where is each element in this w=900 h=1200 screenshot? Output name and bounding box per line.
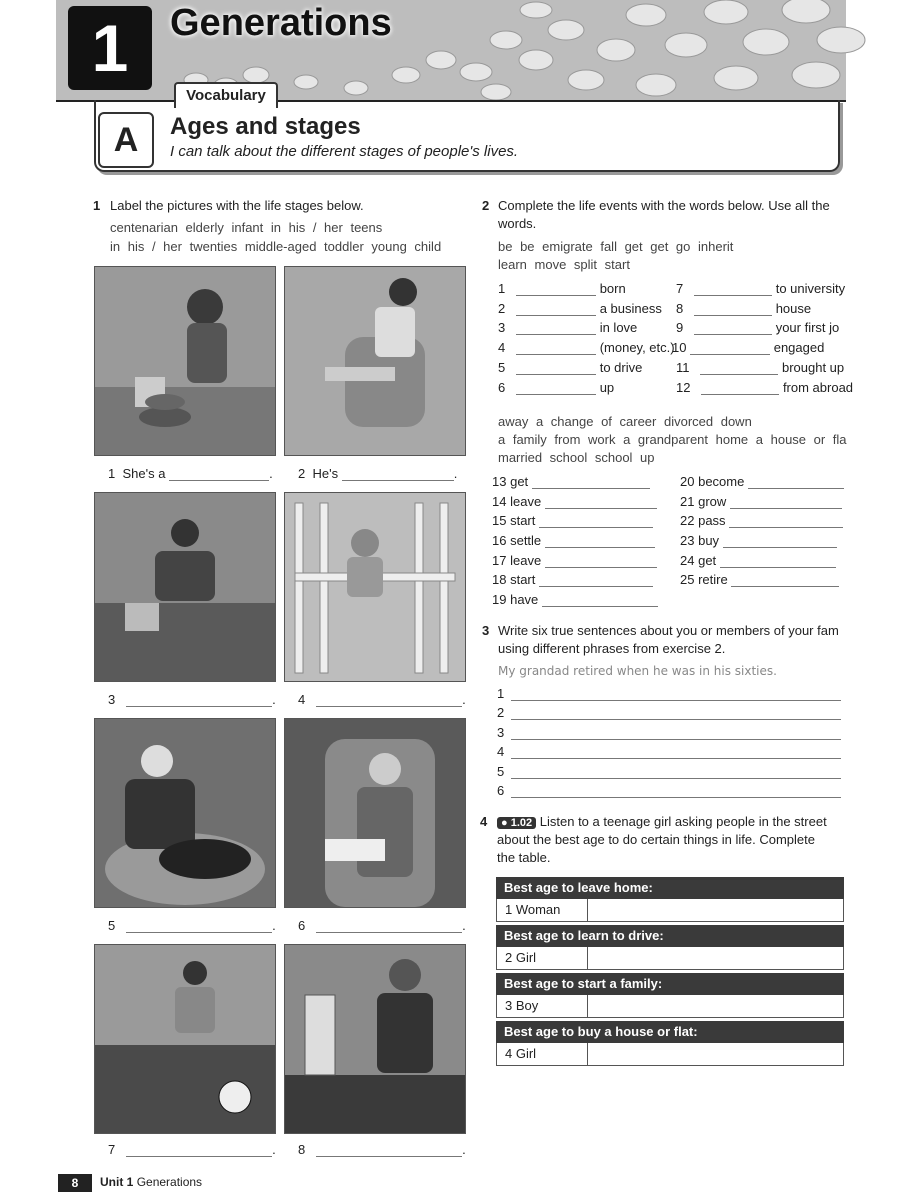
ex2-item-18[interactable]: 18 start bbox=[492, 572, 653, 587]
caption-1: 1 She's a . bbox=[108, 466, 273, 481]
caption-8: 8 . bbox=[298, 1142, 466, 1157]
ex2-item-25[interactable]: 25 retire bbox=[680, 572, 844, 587]
exercise-2-word-bank-b-line2: a family from work a grandparent home a house or fla bbox=[498, 432, 847, 447]
ex2-item-11[interactable]: 11 brought up bbox=[676, 360, 845, 375]
ex2-item-6[interactable]: 6 up bbox=[498, 380, 615, 395]
caption-5: 5 . bbox=[108, 918, 276, 933]
table-header-row: Best age to start a family: bbox=[496, 973, 844, 995]
caption-2: 2 He's . bbox=[298, 466, 458, 481]
ex2-item-2[interactable]: 2 a business bbox=[498, 301, 662, 316]
ex2-item-12[interactable]: 12 from abroad bbox=[676, 380, 854, 395]
picture-1-young-child bbox=[94, 266, 276, 456]
picture-8-young-man bbox=[284, 944, 466, 1134]
picture-3-middle-aged-woman bbox=[94, 492, 276, 682]
ex2-item-22[interactable]: 22 pass bbox=[680, 513, 844, 528]
exercise-4-instruction-line3: the table. bbox=[497, 850, 551, 865]
ex2-item-4[interactable]: 4 (money, etc.) bbox=[498, 340, 675, 355]
ex2-item-7[interactable]: 7 to university bbox=[676, 281, 846, 296]
ex2-item-21[interactable]: 21 grow bbox=[680, 494, 844, 509]
lesson-letter: A bbox=[98, 112, 154, 168]
ex3-line-1[interactable]: 1 bbox=[497, 686, 841, 701]
ex2-item-1[interactable]: 1 born bbox=[498, 281, 626, 296]
table-header-row: Best age to buy a house or flat: bbox=[496, 1021, 844, 1043]
exercise-2-instruction-line1: Complete the life events with the words below. Use all the bbox=[498, 198, 830, 213]
footer-unit-label: Unit 1 Generations bbox=[100, 1175, 203, 1189]
ex2-item-5[interactable]: 5 to drive bbox=[498, 360, 643, 375]
caption-7: 7 . bbox=[108, 1142, 276, 1157]
unit-title: Generations bbox=[170, 2, 392, 44]
audio-track-badge[interactable]: ● 1.02 bbox=[497, 817, 536, 829]
picture-6-elderly-woman bbox=[284, 718, 466, 908]
page-number: 8 bbox=[58, 1174, 92, 1192]
exercise-1-instruction: Label the pictures with the life stages below. bbox=[110, 198, 364, 213]
lesson-title: Ages and stages bbox=[170, 113, 361, 140]
exercise-1-number: 1 bbox=[93, 198, 101, 213]
exercise-3-instruction-line1: Write six true sentences about you or members of your fam bbox=[498, 623, 839, 638]
picture-5-centenarian bbox=[94, 718, 276, 908]
ex3-line-3[interactable]: 3 bbox=[497, 725, 841, 740]
picture-2-teenager bbox=[284, 266, 466, 456]
ex2-item-15[interactable]: 15 start bbox=[492, 513, 653, 528]
table-row[interactable]: 3 Boy bbox=[496, 995, 844, 1018]
exercise-2-word-bank-a-line2: learn move split start bbox=[498, 257, 630, 272]
table-header-row: Best age to leave home: bbox=[496, 877, 844, 899]
caption-3: 3 . bbox=[108, 692, 276, 707]
ex2-item-9[interactable]: 9 your first jo bbox=[676, 320, 840, 335]
exercise-3-example: My grandad retired when he was in his sixties. bbox=[498, 664, 777, 678]
exercise-4-instruction-line2: about the best age to do certain things in life. Complete bbox=[497, 832, 815, 847]
exercise-3-instruction-line2: using different phrases from exercise 2. bbox=[498, 641, 726, 656]
ex2-item-10[interactable]: 10 engaged bbox=[672, 340, 825, 355]
table-header-row: Best age to learn to drive: bbox=[496, 925, 844, 947]
caption-4: 4 . bbox=[298, 692, 466, 707]
ex2-item-20[interactable]: 20 become bbox=[680, 474, 844, 489]
ex3-line-6[interactable]: 6 bbox=[497, 783, 841, 798]
table-row[interactable]: 2 Girl bbox=[496, 947, 844, 970]
exercise-4-instruction-line1: ● 1.02 Listen to a teenage girl asking people in the street bbox=[497, 814, 827, 829]
ex2-item-24[interactable]: 24 get bbox=[680, 553, 844, 568]
ex2-item-14[interactable]: 14 leave bbox=[492, 494, 657, 509]
ex2-item-17[interactable]: 17 leave bbox=[492, 553, 657, 568]
picture-4-infant bbox=[284, 492, 466, 682]
caption-6: 6 . bbox=[298, 918, 466, 933]
exercise-2-instruction-line2: words. bbox=[498, 216, 537, 231]
exercise-2-word-bank-a-line1: be be emigrate fall get get go inherit bbox=[498, 239, 734, 254]
ex3-line-2[interactable]: 2 bbox=[497, 705, 841, 720]
headphones-icon: ● bbox=[501, 817, 508, 829]
section-tab-vocabulary: Vocabulary bbox=[174, 82, 278, 108]
unit-number-badge: 1 bbox=[68, 6, 152, 90]
table-row[interactable]: 4 Girl bbox=[496, 1043, 844, 1066]
exercise-2-word-bank-b-line3: married school school up bbox=[498, 450, 655, 465]
ex2-item-3[interactable]: 3 in love bbox=[498, 320, 638, 335]
ex2-item-8[interactable]: 8 house bbox=[676, 301, 812, 316]
ex2-item-13[interactable]: 13 get bbox=[492, 474, 650, 489]
exercise-1-word-bank-line2: in his / her twenties middle-aged toddler young child bbox=[110, 239, 442, 254]
ex3-line-5[interactable]: 5 bbox=[497, 764, 841, 779]
exercise-4-number: 4 bbox=[480, 814, 488, 829]
picture-7-toddler-boy bbox=[94, 944, 276, 1134]
best-age-table bbox=[496, 877, 844, 1066]
ex2-item-19[interactable]: 19 have bbox=[492, 592, 658, 607]
ex2-item-16[interactable]: 16 settle bbox=[492, 533, 655, 548]
ex3-line-4[interactable]: 4 bbox=[497, 744, 841, 759]
lesson-subtitle: I can talk about the different stages of people's lives. bbox=[170, 143, 519, 160]
exercise-2-word-bank-b-line1: away a change of career divorced down bbox=[498, 414, 752, 429]
exercise-2-number: 2 bbox=[482, 198, 490, 213]
exercise-1-word-bank-line1: centenarian elderly infant in his / her teens bbox=[110, 220, 383, 235]
exercise-3-number: 3 bbox=[482, 623, 490, 638]
ex2-item-23[interactable]: 23 buy bbox=[680, 533, 844, 548]
table-row[interactable]: 1 Woman bbox=[496, 899, 844, 922]
